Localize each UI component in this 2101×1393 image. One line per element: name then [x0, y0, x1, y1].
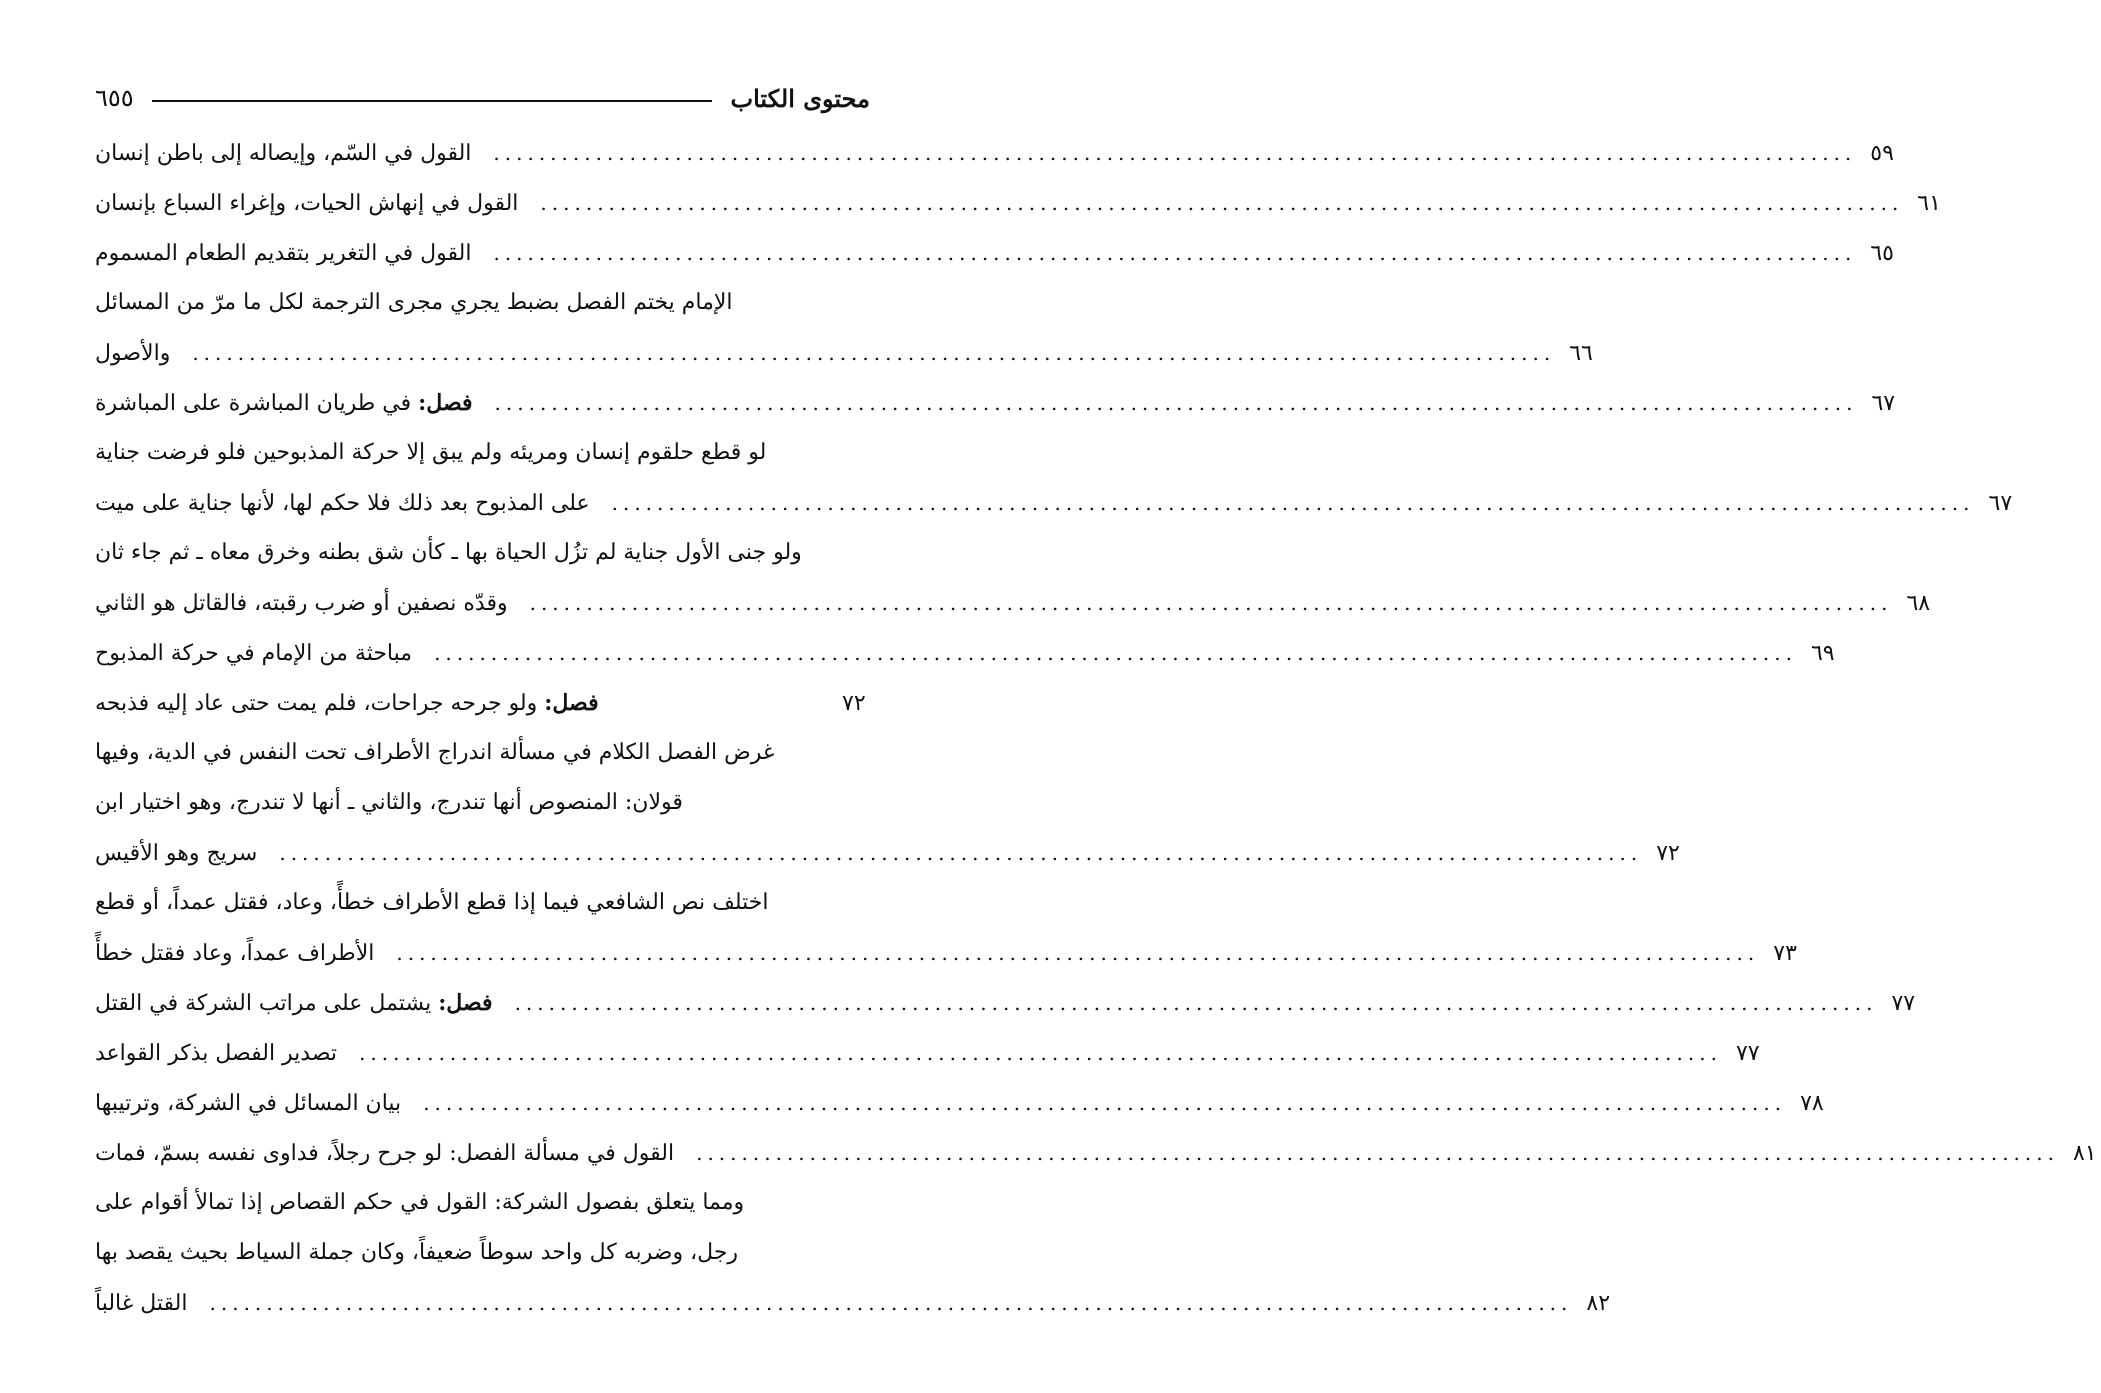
toc-entry-text [95, 1079, 401, 1129]
toc-entry-line [95, 978, 1916, 1028]
toc-entry-line [95, 228, 1894, 278]
toc-entry-title: ولو جنى الأول جناية لم تزُل الحياة بها ـ كأن شق بطنه وخرق معاه ـ ثم جاء ثان [95, 540, 802, 565]
toc-entry-text [95, 528, 802, 578]
toc-entry-line [95, 778, 870, 828]
toc-entry-title: ولو جرحه جراحات، فلم يمت حتى عاد إليه فذبحه [95, 691, 538, 716]
toc-entry-text [95, 728, 774, 778]
toc-entry-text [95, 829, 257, 879]
dot-leader: ........................................................................................................................ [359, 1041, 1722, 1065]
dot-leader: ........................................................................................................................ [494, 391, 1858, 415]
toc-entry-title: في طريان المباشرة على المباشرة [95, 391, 412, 416]
toc-page-number: ٦٦ [1569, 341, 1593, 366]
toc-entry-title: على المذبوح بعد ذلك فلا حكم لها، لأنها جناية على ميت [95, 491, 590, 516]
toc-entry-line [95, 178, 1941, 228]
toc-entry [95, 678, 870, 728]
toc-page-number: ٧٨ [1800, 1091, 1824, 1116]
toc-entry-text [95, 929, 374, 979]
toc-entry-text [95, 878, 768, 928]
toc-entry [95, 128, 1894, 178]
dot-leader: ........................................................................................................................ [529, 591, 1893, 615]
toc-entry-title: يشتمل على مراتب الشركة في القتل [95, 991, 432, 1016]
dot-leader: ........................................................................................................................ [611, 491, 1975, 515]
dot-leader: ........................................................................................................................ [493, 241, 1857, 265]
toc-entry [95, 1128, 2097, 1178]
toc-entry-text [95, 229, 471, 279]
toc-entry [95, 178, 1941, 228]
toc-entry-line [95, 628, 1835, 678]
toc-entry-line [95, 1278, 1611, 1328]
toc-entry-title: والأصول [95, 341, 171, 366]
toc-entry-line [95, 1178, 870, 1228]
toc-entry [95, 1078, 1824, 1128]
toc-entry-text [95, 1129, 674, 1179]
toc-entry-line [95, 478, 2013, 528]
toc-entry [95, 628, 1835, 678]
toc-page-number: ٧٢ [1656, 841, 1680, 866]
dot-leader: ........................................................................................................................ [396, 941, 1760, 965]
toc-entry-title: مباحثة من الإمام في حركة المذبوح [95, 641, 413, 666]
toc-entry-text [95, 278, 733, 328]
toc-entry-text [95, 1029, 337, 1079]
running-title: محتوى الكتاب [730, 83, 870, 113]
toc-entry-text [95, 579, 508, 629]
page-header [95, 78, 870, 118]
toc-entry-line [95, 378, 1896, 428]
dot-leader: ........................................................................................................................ [209, 1291, 1573, 1315]
toc-entry-text [95, 1228, 738, 1278]
toc-entry-line [95, 278, 870, 328]
toc-entry-line [95, 1028, 1760, 1078]
toc-entry-title: القول في مسألة الفصل: لو جرح رجلاً، فداوى نفسه بسمّ، فمات [95, 1141, 675, 1166]
toc-entry-title: الأطراف عمداً، وعاد فقتل خطأً [95, 941, 375, 966]
toc-entry-line [95, 728, 870, 778]
toc-entry-title: لو قطع حلقوم إنسان ومريئه ولم يبق إلا حركة المذبوحين فلو فرضت جناية [95, 440, 767, 465]
toc-entry-line [95, 828, 1680, 878]
toc-page-number: ٦٨ [1906, 591, 1931, 616]
toc-entry-line [95, 928, 1797, 978]
toc-entry [95, 878, 1797, 978]
toc-entry-line [95, 128, 1894, 178]
toc-entry-text [95, 1178, 744, 1228]
toc-entry-text [95, 129, 471, 179]
toc-entry [95, 728, 1680, 878]
toc-entry-line [95, 1228, 870, 1278]
dot-leader: ........................................................................................................................ [279, 841, 1643, 865]
toc-entry-line [95, 678, 870, 728]
toc-entry-title: الإمام يختم الفصل بضبط يجري مجرى الترجمة لكل ما مرّ من المسائل [95, 290, 733, 315]
dot-leader: ........................................................................................................................ [493, 141, 1857, 165]
section-label: فصل: [544, 690, 599, 716]
toc-entry-text [95, 629, 412, 679]
toc-page-number: ٦٩ [1810, 641, 1835, 666]
toc-entry-title: القتل غالباً [95, 1291, 188, 1316]
toc-entry-title: تصدير الفصل بذكر القواعد [95, 1041, 338, 1066]
toc-entry-text [95, 179, 518, 229]
toc-entry-title: بيان المسائل في الشركة، وترتيبها [95, 1091, 402, 1116]
toc-entry-line [95, 528, 870, 578]
dot-leader: ........................................................................................................................ [434, 641, 1797, 665]
toc-entry-title: القول في التغرير بتقديم الطعام المسموم [95, 241, 472, 266]
toc-entry-text [95, 978, 493, 1029]
toc-entry-title: سريج وهو الأقيس [95, 841, 258, 866]
toc-entry-line [95, 428, 870, 478]
section-label: فصل: [418, 390, 473, 416]
toc-page-number: ٧٧ [1735, 1041, 1760, 1066]
toc-page-number: ٦٥ [1870, 241, 1894, 266]
toc-entry-text [95, 329, 170, 379]
toc-entry-line [95, 328, 1593, 378]
toc-entry [95, 528, 1931, 628]
toc-entry-text [95, 1279, 188, 1329]
toc-page-number: ٦٧ [1871, 391, 1896, 416]
table-of-contents [95, 128, 2097, 1328]
toc-entry-line [95, 878, 870, 928]
dot-leader: ........................................................................................................................ [423, 1091, 1787, 1115]
toc-page-number: ٦١ [1917, 191, 1941, 216]
toc-entry [95, 978, 1916, 1028]
toc-entry-title: القول في السّم، وإيصاله إلى باطن إنسان [95, 141, 472, 166]
toc-entry-text [95, 678, 599, 729]
toc-entry-line [95, 1128, 2097, 1178]
toc-page-number: ٨٢ [1586, 1291, 1611, 1316]
toc-entry [95, 378, 1896, 428]
toc-page-number: ٧٢ [842, 691, 866, 716]
toc-entry [95, 1028, 1760, 1078]
toc-page-number: ٧٧ [1891, 991, 1916, 1016]
toc-entry-title: وقدّه نصفين أو ضرب رقبته، فالقاتل هو الثاني [95, 591, 508, 616]
toc-entry [95, 428, 2013, 528]
toc-entry-title: القول في إنهاش الحيات، وإغراء السباع بإنسان [95, 191, 519, 216]
toc-entry-title: غرض الفصل الكلام في مسألة اندراج الأطراف تحت النفس في الدية، وفيها [95, 740, 775, 765]
toc-entry [95, 1178, 1611, 1328]
dot-leader: ........................................................................................................................ [696, 1141, 2059, 1165]
toc-page-number: ٦٧ [1988, 491, 2013, 516]
page-number: ٦٥٥ [95, 84, 134, 112]
section-label: فصل: [438, 990, 493, 1016]
toc-entry-text [95, 479, 590, 529]
toc-entry-title: ومما يتعلق بفصول الشركة: القول في حكم القصاص إذا تمالأ أقوام على [95, 1190, 745, 1215]
toc-entry-text [95, 778, 683, 828]
toc-entry [95, 228, 1894, 278]
toc-entry-text [95, 378, 473, 429]
toc-entry-title: اختلف نص الشافعي فيما إذا قطع الأطراف خطأً، وعاد، فقتل عمداً، أو قطع [95, 890, 769, 915]
toc-entry [95, 278, 1593, 378]
dot-leader: ........................................................................................................................ [192, 341, 1556, 365]
toc-entry-line [95, 578, 1931, 628]
toc-page-number: ٧٣ [1773, 941, 1797, 966]
toc-page-number: ٥٩ [1870, 141, 1894, 166]
toc-page-number: ٨١ [2072, 1141, 2097, 1166]
toc-entry-text [95, 428, 766, 478]
header-rule [152, 100, 713, 102]
dot-leader: ........................................................................................................................ [514, 991, 1878, 1015]
toc-entry-line [95, 1078, 1824, 1128]
toc-entry-title: قولان: المنصوص أنها تندرج، والثاني ـ أنها لا تندرج، وهو اختيار ابن [95, 790, 683, 815]
toc-entry-title: رجل، وضربه كل واحد سوطاً ضعيفاً، وكان جملة السياط بحيث يقصد بها [95, 1240, 739, 1265]
dot-leader: ........................................................................................................................ [540, 191, 1904, 215]
